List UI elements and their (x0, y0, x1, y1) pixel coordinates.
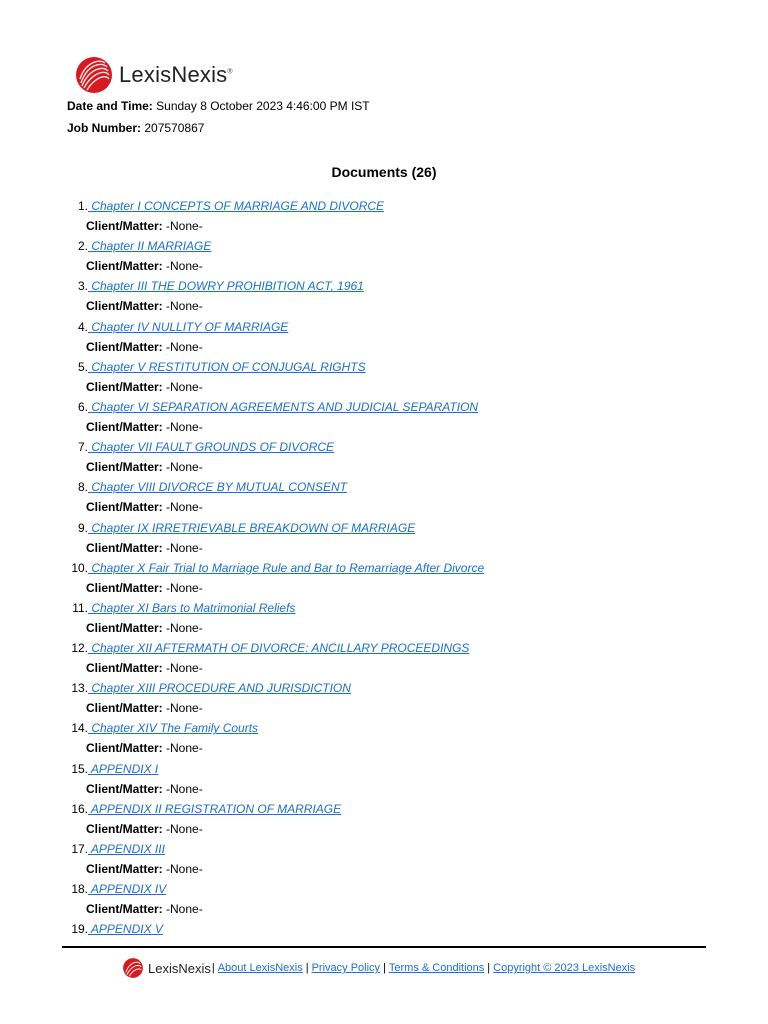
about-lexisnexis-link[interactable]: About LexisNexis (217, 962, 303, 974)
document-number: 11. (72, 600, 88, 615)
document-entry (0, 520, 415, 536)
terms-conditions-link[interactable]: Terms & Conditions (388, 962, 485, 974)
documents-list (0, 198, 768, 962)
footer (122, 956, 635, 980)
client-matter-row (86, 620, 203, 636)
document-title-link[interactable]: APPENDIX I (88, 761, 159, 776)
client-matter-value: -None- (166, 821, 203, 836)
client-matter-row (86, 459, 203, 475)
document-list-item (0, 801, 768, 841)
document-number: 13. (71, 681, 88, 696)
client-matter-label: Client/Matter: (86, 661, 163, 676)
document-title-link[interactable]: Chapter XI Bars to Matrimonial Reliefs (88, 600, 296, 615)
document-list-item (0, 720, 768, 760)
document-title-link[interactable]: Chapter VII FAULT GROUNDS OF DIVORCE (88, 440, 335, 455)
document-number: 3. (77, 279, 88, 294)
document-entry (0, 399, 478, 415)
document-list-item (0, 520, 768, 560)
footer-separator: | (383, 962, 386, 974)
document-entry (0, 278, 364, 294)
document-entry (0, 881, 166, 897)
client-matter-row (86, 419, 203, 435)
document-title-link[interactable]: APPENDIX V (88, 922, 163, 937)
document-entry (0, 801, 341, 817)
document-title-link[interactable]: Chapter VI SEPARATION AGREEMENTS AND JUDICIAL SEPARATION (88, 399, 479, 414)
document-entry (0, 841, 165, 857)
document-title-link[interactable]: Chapter XIV The Family Courts (88, 721, 259, 736)
document-entry (0, 319, 288, 335)
lexisnexis-knot-logo-icon (122, 957, 144, 979)
document-entry (0, 359, 366, 375)
client-matter-value: -None- (166, 419, 203, 434)
document-list-item (0, 881, 768, 921)
footer-brand: LexisNexis (148, 960, 211, 976)
client-matter-value: -None- (166, 299, 203, 314)
brand-wordmark: LexisNexis® (119, 62, 233, 87)
document-list-item (0, 359, 768, 399)
document-entry (0, 640, 469, 656)
document-title-link[interactable]: Chapter XII AFTERMATH OF DIVORCE: ANCILLARY PROCEEDINGS (88, 641, 470, 656)
client-matter-label: Client/Matter: (86, 500, 163, 515)
document-list-item (0, 278, 768, 318)
document-list-item (0, 560, 768, 600)
client-matter-label: Client/Matter: (86, 741, 163, 756)
client-matter-row (86, 740, 203, 756)
document-title-link[interactable]: Chapter IV NULLITY OF MARRIAGE (88, 319, 289, 334)
client-matter-value: -None- (166, 580, 203, 595)
document-title-link[interactable]: APPENDIX III (88, 842, 165, 856)
document-number: 10. (71, 560, 88, 575)
document-number: 2. (77, 239, 88, 254)
client-matter-label: Client/Matter: (86, 299, 163, 314)
document-list-item (0, 439, 768, 479)
document-entry (0, 439, 334, 455)
client-matter-value: -None- (166, 741, 203, 756)
client-matter-label: Client/Matter: (86, 701, 163, 716)
document-entry (0, 560, 484, 576)
document-number: 14. (71, 721, 88, 736)
client-matter-label: Client/Matter: (86, 460, 163, 475)
lexisnexis-logo (75, 55, 233, 95)
client-matter-label: Client/Matter: (86, 259, 163, 274)
client-matter-label: Client/Matter: (86, 339, 163, 354)
document-number: 5. (77, 359, 88, 374)
document-title-link[interactable]: APPENDIX II REGISTRATION OF MARRIAGE (88, 801, 342, 816)
document-number: 15. (71, 761, 88, 776)
document-entry (0, 680, 351, 696)
client-matter-label: Client/Matter: (86, 781, 163, 796)
client-matter-row (86, 258, 203, 274)
date-time-value: Sunday 8 October 2023 4:46:00 PM IST (156, 99, 370, 113)
client-matter-value: -None- (166, 862, 203, 876)
document-title-link[interactable]: Chapter VIII DIVORCE BY MUTUAL CONSENT (88, 480, 347, 495)
job-number-value: 207570867 (144, 121, 205, 135)
document-number: 8. (77, 480, 88, 495)
client-matter-label: Client/Matter: (86, 620, 163, 635)
client-matter-row (86, 901, 203, 917)
document-number: 17. (71, 842, 88, 856)
date-time-row (67, 99, 370, 113)
document-list-item (0, 479, 768, 519)
client-matter-row (86, 700, 203, 716)
job-number-row (67, 121, 204, 135)
client-matter-value: -None- (166, 460, 203, 475)
document-number: 16. (71, 801, 88, 816)
date-time-label: Date and Time: (67, 99, 153, 113)
document-entry (0, 238, 211, 254)
client-matter-value: -None- (166, 219, 203, 233)
document-number: 18. (71, 882, 88, 897)
client-matter-label: Client/Matter: (86, 902, 163, 917)
client-matter-row (86, 298, 203, 314)
document-title-link[interactable]: Chapter IX IRRETRIEVABLE BREAKDOWN OF MARRIAGE (88, 520, 416, 535)
document-list-item (0, 761, 768, 801)
client-matter-value: -None- (166, 661, 203, 676)
document-list-item (0, 319, 768, 359)
client-matter-label: Client/Matter: (86, 419, 163, 434)
document-title-link[interactable]: Chapter II MARRIAGE (88, 239, 212, 254)
document-number: 7. (77, 440, 88, 455)
client-matter-row (86, 580, 203, 596)
document-list-item (0, 640, 768, 680)
document-number: 12. (71, 641, 88, 656)
client-matter-value: -None- (166, 259, 203, 274)
job-number-label: Job Number: (67, 121, 142, 135)
document-list-item (0, 680, 768, 720)
document-list-item (0, 600, 768, 640)
client-matter-value: -None- (166, 540, 203, 555)
document-entry (0, 198, 384, 214)
client-matter-label: Client/Matter: (86, 219, 163, 233)
client-matter-row (86, 379, 203, 395)
document-title-link[interactable]: Chapter V RESTITUTION OF CONJUGAL RIGHTS (88, 359, 366, 374)
footer-separator: | (211, 962, 215, 974)
footer-separator: | (305, 962, 309, 974)
client-matter-value: -None- (166, 902, 203, 917)
client-matter-row (86, 499, 203, 515)
document-number: 9. (77, 520, 88, 535)
footer-divider (62, 946, 706, 948)
lexisnexis-knot-logo-icon (75, 55, 113, 95)
document-title-link[interactable]: Chapter XIII PROCEDURE AND JURISDICTION (88, 681, 351, 696)
document-number: 1. (77, 199, 88, 213)
document-list-item (0, 841, 768, 881)
documents-heading: Documents (26) (331, 164, 437, 180)
client-matter-label: Client/Matter: (86, 580, 163, 595)
document-list-item (0, 198, 768, 238)
document-entry (0, 921, 163, 937)
client-matter-row (86, 218, 203, 234)
document-number: 19. (71, 922, 88, 937)
client-matter-row (86, 540, 203, 556)
client-matter-row (86, 339, 203, 355)
document-title-link[interactable]: APPENDIX IV (88, 882, 167, 897)
document-number: 6. (77, 399, 88, 414)
client-matter-value: -None- (166, 379, 203, 394)
client-matter-label: Client/Matter: (86, 821, 163, 836)
client-matter-row (86, 821, 203, 837)
client-matter-row (86, 660, 203, 676)
client-matter-row (86, 781, 203, 797)
document-list-item (0, 399, 768, 439)
document-title-link[interactable]: Chapter III THE DOWRY PROHIBITION ACT, 1961 (88, 279, 364, 294)
document-entry (0, 479, 347, 495)
document-list-item (0, 238, 768, 278)
privacy-policy-link[interactable]: Privacy Policy (311, 962, 381, 974)
client-matter-label: Client/Matter: (86, 540, 163, 555)
document-number: 4. (77, 319, 88, 334)
document-entry (0, 761, 158, 777)
copyright-link[interactable]: Copyright © 2023 LexisNexis (493, 962, 636, 974)
client-matter-row (86, 861, 203, 877)
document-entry (0, 600, 295, 616)
client-matter-value: -None- (166, 620, 203, 635)
document-title-link[interactable]: Chapter X Fair Trial to Marriage Rule and Bar to Remarriage After Divorce (88, 560, 485, 575)
client-matter-label: Client/Matter: (86, 862, 163, 876)
client-matter-label: Client/Matter: (86, 379, 163, 394)
client-matter-value: -None- (166, 701, 203, 716)
document-title-link[interactable]: Chapter I CONCEPTS OF MARRIAGE AND DIVORCE (88, 199, 385, 213)
client-matter-value: -None- (166, 500, 203, 515)
document-entry (0, 720, 258, 736)
footer-separator: | (487, 962, 491, 974)
client-matter-value: -None- (166, 781, 203, 796)
client-matter-value: -None- (166, 339, 203, 354)
